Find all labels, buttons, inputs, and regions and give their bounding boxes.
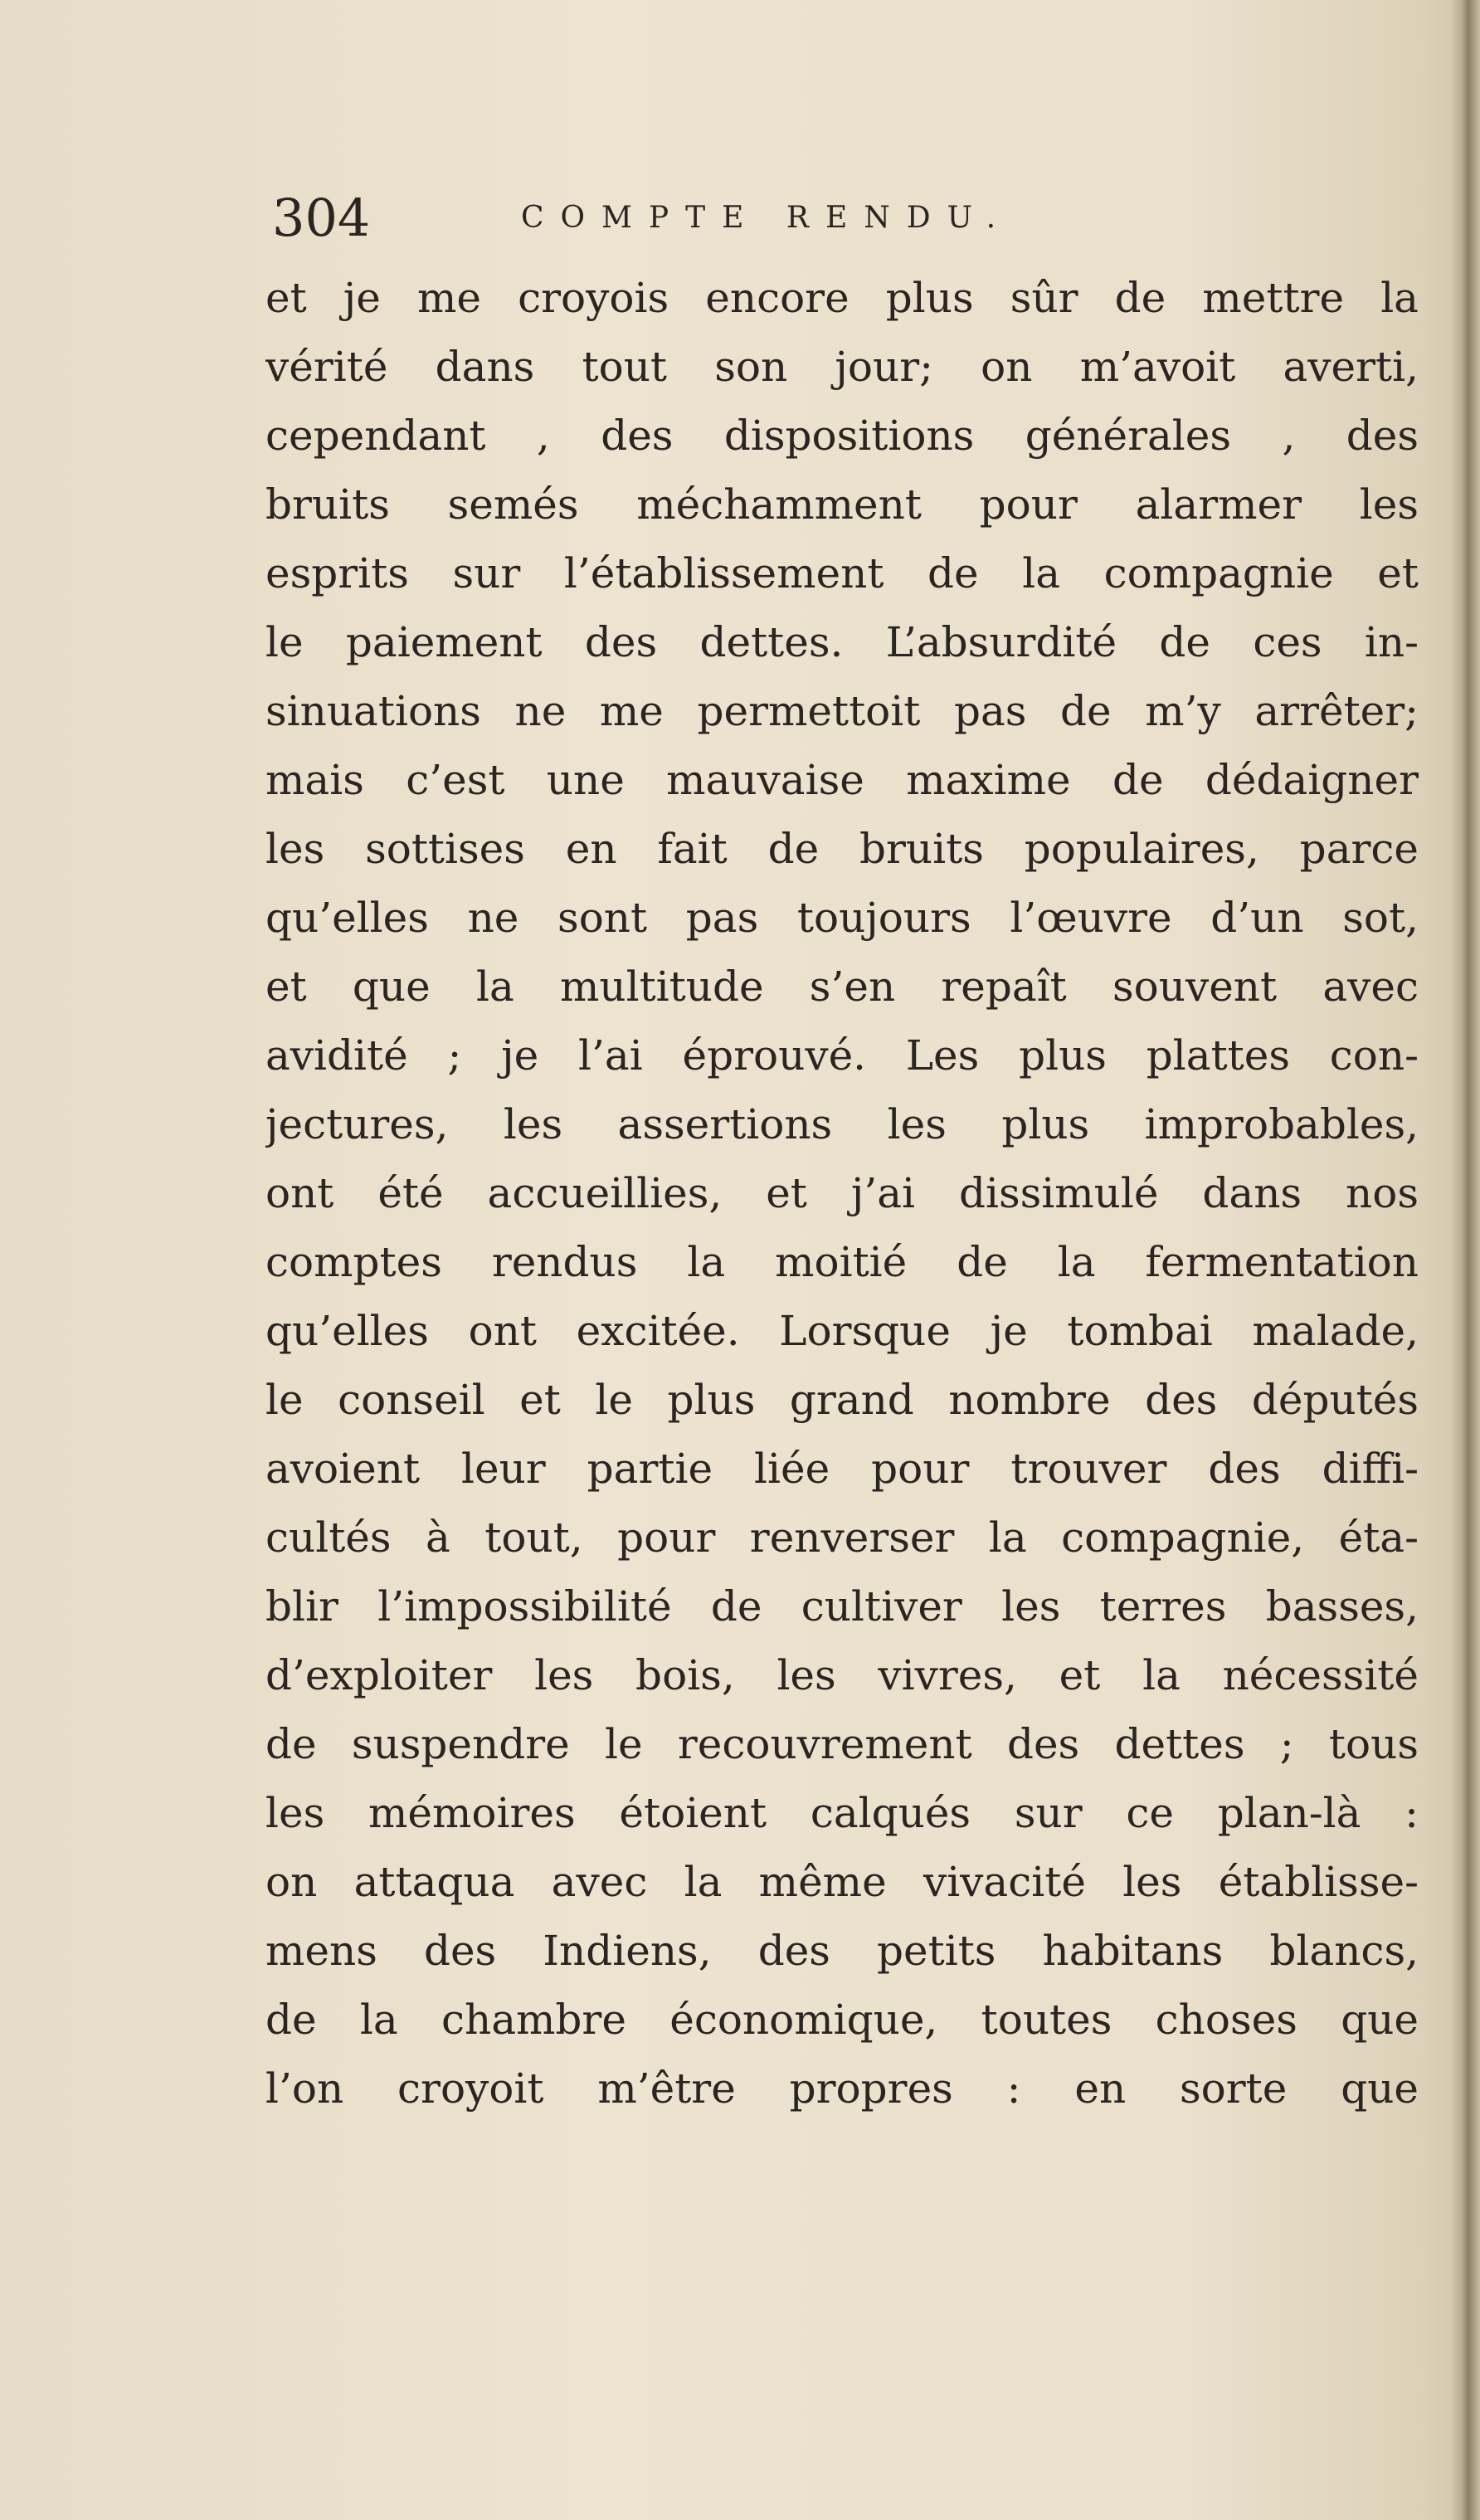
text-line: avidité ; je l’ai éprouvé. Les plus plattes con-: [265, 1031, 1419, 1080]
text-line: cependant , des dispositions générales , des: [265, 412, 1419, 460]
text-line: cultés à tout, pour renverser la compagnie, éta-: [265, 1513, 1419, 1562]
text-line: mais c’est une mauvaise maxime de dédaigner: [265, 756, 1419, 804]
text-line: mens des Indiens, des petits habitans blancs,: [265, 1927, 1419, 1975]
text-line: vérité dans tout son jour; on m’avoit averti,: [265, 343, 1419, 391]
text-line: qu’elles ont excitée. Lorsque je tombai malade,: [265, 1307, 1419, 1355]
text-line: l’on croyoit m’être propres : en sorte que: [265, 2064, 1419, 2113]
text-line: ont été accueillies, et j’ai dissimulé dans nos: [265, 1169, 1419, 1217]
text-line: sinuations ne me permettoit pas de m’y arrêter;: [265, 687, 1419, 735]
text-line: les sottises en fait de bruits populaires, parce: [265, 825, 1419, 873]
text-line: esprits sur l’établissement de la compagnie et: [265, 549, 1419, 597]
page-number: 304: [272, 188, 371, 248]
text-line: bruits semés méchamment pour alarmer les: [265, 480, 1419, 529]
text-line: qu’elles ne sont pas toujours l’œuvre d’un sot,: [265, 894, 1419, 942]
text-line: le paiement des dettes. L’absurdité de ces in-: [265, 618, 1419, 666]
text-line: jectures, les assertions les plus improbables,: [265, 1100, 1419, 1148]
text-line: on attaqua avec la même vivacité les établisse-: [265, 1858, 1419, 1906]
text-line: les mémoires étoient calqués sur ce plan-là :: [265, 1789, 1419, 1837]
text-line: d’exploiter les bois, les vivres, et la nécessité: [265, 1651, 1419, 1699]
text-line: comptes rendus la moitié de la fermentation: [265, 1238, 1419, 1286]
body-text: [265, 264, 1419, 2123]
running-head: COMPTE RENDU.: [521, 201, 1013, 235]
text-line: avoient leur partie liée pour trouver des diffi-: [265, 1445, 1419, 1493]
text-line: le conseil et le plus grand nombre des députés: [265, 1376, 1419, 1424]
text-line: et que la multitude s’en repaît souvent avec: [265, 963, 1419, 1011]
page-header: [272, 181, 1417, 256]
page-gutter: [1450, 0, 1480, 2520]
text-line: de la chambre économique, toutes choses que: [265, 1996, 1419, 2044]
text-line: et je me croyois encore plus sûr de mettre la: [265, 274, 1419, 322]
text-line: de suspendre le recouvrement des dettes ; tous: [265, 1720, 1419, 1768]
text-line: blir l’impossibilité de cultiver les terres basses,: [265, 1582, 1419, 1630]
